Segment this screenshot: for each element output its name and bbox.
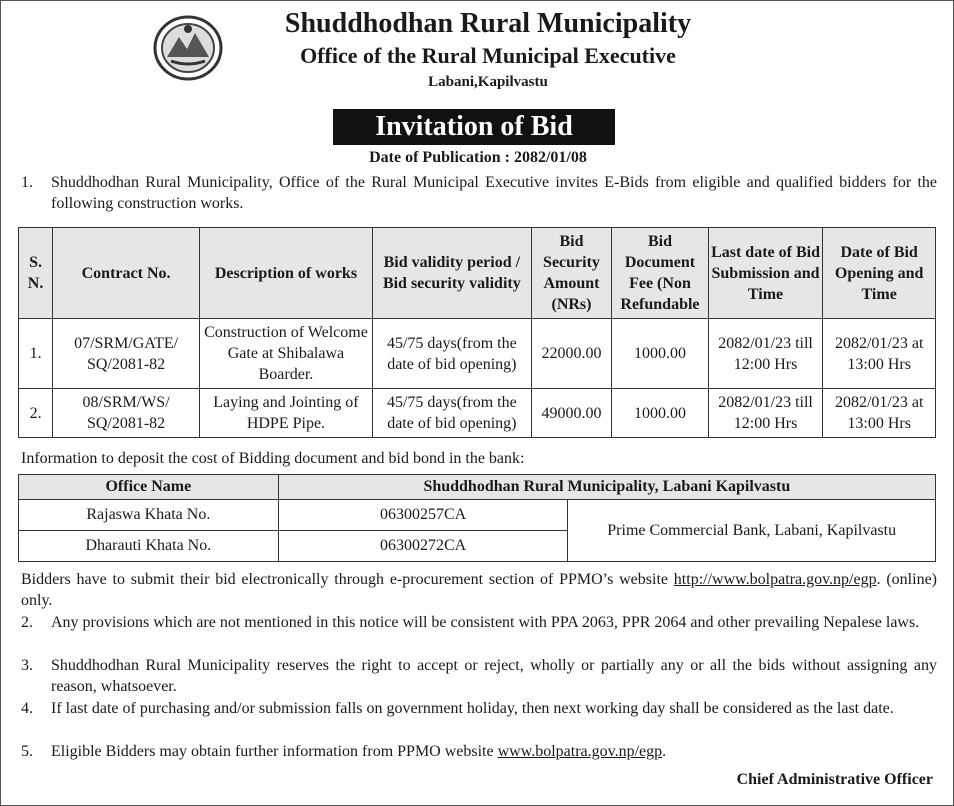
point-number: 5. bbox=[21, 743, 33, 760]
point-number: 3. bbox=[21, 657, 33, 674]
point-2 bbox=[21, 612, 937, 633]
col-description: Description of works bbox=[199, 228, 372, 319]
bank-table-header bbox=[19, 475, 936, 500]
col-contract-no: Contract No. bbox=[53, 228, 200, 319]
municipality-name: Shuddhodhan Rural Municipality bbox=[284, 8, 692, 39]
bank-table bbox=[18, 474, 936, 562]
notice-title: Invitation of Bid bbox=[333, 109, 615, 145]
table-cell: 07/SRM/GATE/ SQ/2081-82 bbox=[53, 319, 200, 389]
table-cell: 2082/01/23 till 12:00 Hrs bbox=[708, 389, 823, 438]
point-text: Shuddhodhan Rural Municipality reserves the right to accept or reject, wholly or partially any or all the bids without assigning any reason, whatsoever. bbox=[51, 657, 937, 695]
submission-after: . (online) only. bbox=[21, 571, 938, 609]
point-text: Eligible Bidders may obtain further information from PPMO website bbox=[51, 743, 498, 760]
col-office-name: Office Name bbox=[19, 475, 279, 500]
col-last-date: Last date of Bid Submission and Time bbox=[708, 228, 823, 319]
table-row bbox=[19, 500, 936, 531]
publication-date: Date of Publication : 2082/01/08 bbox=[369, 149, 587, 166]
table-cell: 1000.00 bbox=[612, 319, 709, 389]
account-label: Dharauti Khata No. bbox=[19, 531, 279, 562]
point-number: 2. bbox=[21, 614, 33, 631]
col-sn: S. N. bbox=[19, 228, 53, 319]
bank-name: Prime Commercial Bank, Labani, Kapilvastu bbox=[568, 500, 936, 562]
table-cell: 1000.00 bbox=[612, 389, 709, 438]
table-cell: 2082/01/23 at 13:00 Hrs bbox=[823, 389, 936, 438]
bid-table-header bbox=[19, 228, 936, 319]
table-cell: 49000.00 bbox=[531, 389, 611, 438]
point-text: If last date of purchasing and/or submission falls on government holiday, then next working day shall be considered as the last date. bbox=[51, 700, 894, 717]
table-cell: Construction of Welcome Gate at Shibalawa Boarder. bbox=[199, 319, 372, 389]
col-document-fee: Bid Document Fee (Non Refundable bbox=[612, 228, 709, 319]
office-location: Labani,Kapilvastu bbox=[428, 74, 548, 90]
table-row bbox=[19, 389, 936, 438]
table-cell: 2082/01/23 till 12:00 Hrs bbox=[708, 319, 823, 389]
intro-paragraph bbox=[21, 172, 937, 214]
submission-paragraph bbox=[21, 569, 937, 611]
table-row bbox=[19, 319, 936, 389]
bid-table bbox=[18, 227, 936, 438]
table-cell: 2. bbox=[19, 389, 53, 438]
account-number: 06300257CA bbox=[278, 500, 568, 531]
account-label: Rajaswa Khata No. bbox=[19, 500, 279, 531]
point-3 bbox=[21, 655, 937, 697]
bolpatra-link[interactable]: http://www.bolpatra.gov.np/egp bbox=[673, 571, 877, 588]
intro-number: 1. bbox=[21, 174, 33, 191]
table-cell: 22000.00 bbox=[531, 319, 611, 389]
submission-text: Bidders have to submit their bid electronically through e-procurement section of PPMO’s website bbox=[21, 571, 674, 588]
table-cell: 45/75 days(from the date of bid opening) bbox=[372, 319, 531, 389]
table-cell: Laying and Jointing of HDPE Pipe. bbox=[199, 389, 372, 438]
bank-info-title: Information to deposit the cost of Bidding document and bid bond in the bank: bbox=[21, 450, 525, 467]
point-4 bbox=[21, 698, 937, 719]
intro-text: Shuddhodhan Rural Municipality, Office of the Rural Municipal Executive invites E-Bids from eligible and qualified bidders for the following construction works. bbox=[51, 174, 937, 212]
col-security-amount: Bid Security Amount (NRs) bbox=[531, 228, 611, 319]
col-bid-validity: Bid validity period / Bid security validity bbox=[372, 228, 531, 319]
point-number: 4. bbox=[21, 700, 33, 717]
point-after: . bbox=[662, 743, 667, 760]
signature: Chief Administrative Officer bbox=[736, 771, 933, 788]
notice-header bbox=[1, 7, 954, 93]
ppmo-link[interactable]: www.bolpatra.gov.np/egp bbox=[497, 743, 663, 760]
point-5 bbox=[21, 741, 937, 762]
table-cell: 2082/01/23 at 13:00 Hrs bbox=[823, 319, 936, 389]
point-text: Any provisions which are not mentioned in this notice will be consistent with PPA 2063, PPR 2064 and other prevailing Nepalese laws. bbox=[51, 614, 920, 631]
table-cell: 08/SRM/WS/ SQ/2081-82 bbox=[53, 389, 200, 438]
col-opening-date: Date of Bid Opening and Time bbox=[823, 228, 936, 319]
table-cell: 1. bbox=[19, 319, 53, 389]
table-cell: 45/75 days(from the date of bid opening) bbox=[372, 389, 531, 438]
account-number: 06300272CA bbox=[278, 531, 568, 562]
office-name: Office of the Rural Municipal Executive bbox=[300, 43, 676, 68]
col-municipality: Shuddhodhan Rural Municipality, Labani Kapilvastu bbox=[278, 475, 935, 500]
